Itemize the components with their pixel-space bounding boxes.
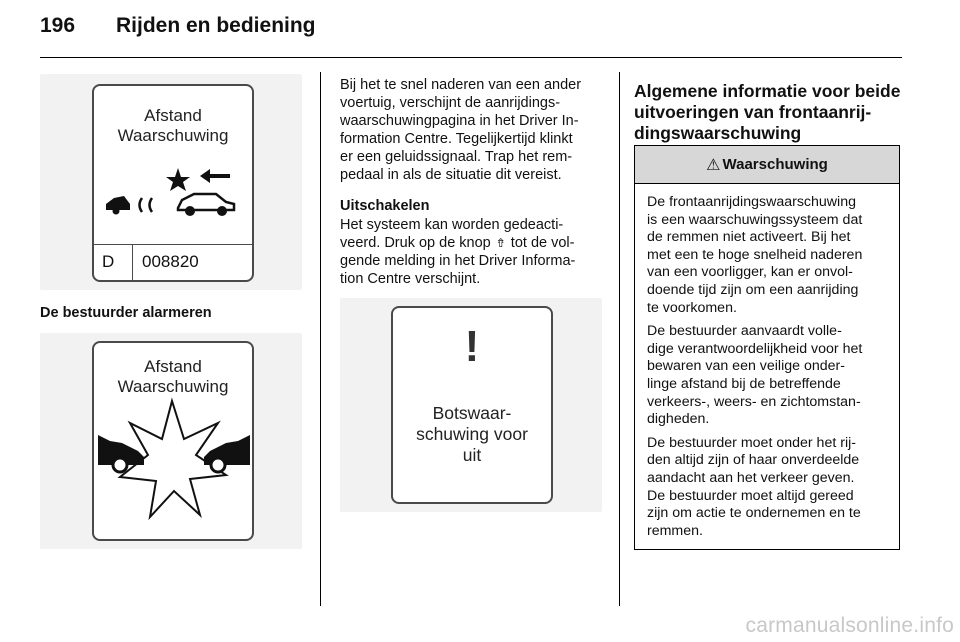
paragraph-approach-warning: Bij het te snel naderen van een ander voertuig, verschijnt de aanrijdings- waarschuwingpagina in het Driver In- formation Centre. Tegelijkertijd klinkt er een geluidssignaal. Trap het rem- pedaal in als de situatie dit vereist. (340, 77, 582, 183)
screen-footer-divider (94, 244, 252, 245)
warning-paragraph: De bestuurder aanvaardt volle- dige verantwoordelijkheid voor het bewaren van een veilige onder- linge afstand bij de betreffende verkeers-, weers- en zichtomstan- digheden. (647, 323, 863, 428)
column-divider-right (619, 72, 620, 606)
figure-code: D (102, 252, 115, 271)
screen-title-line2: Waarschuwing (117, 377, 229, 396)
subheading-disable: Uitschakelen (340, 198, 430, 214)
screen-title-line1: Afstand (144, 357, 202, 376)
display-screen (391, 306, 553, 504)
display-screen (92, 84, 254, 282)
crash-icon (92, 393, 304, 543)
page-title: Rijden en bediening (116, 14, 316, 37)
warning-triangle-icon: ⚠ (706, 156, 721, 174)
header-rule (40, 57, 902, 58)
screen-footer-separator (132, 244, 133, 280)
exclamation-icon: ! (464, 322, 480, 371)
screen-message-line2: schuwing voor (416, 424, 528, 444)
figure-distance-warning (40, 74, 302, 290)
section-title: Algemene informatie voor beide uitvoeringen van frontaanrij- dingswaarschuwing (634, 81, 901, 143)
screen-message-line3: uit (462, 445, 482, 465)
paragraph-disable-text1: Het systeem kan worden gedeacti- veerd. Druk op de knop (340, 217, 564, 251)
collision-warning-icon (94, 158, 252, 228)
warning-label: Waarschuwing (722, 156, 828, 173)
subheading-alarm: De bestuurder alarmeren (40, 305, 212, 321)
paragraph-disable-text2: tot de vol- gende melding in het Driver Informa- tion Centre verschijnt. (340, 235, 576, 287)
page-number: 196 (40, 14, 76, 37)
warning-header (635, 146, 899, 184)
screen-message-line1: Botswaar- (432, 403, 512, 423)
paragraph-disable (340, 216, 612, 288)
warning-paragraph: De frontaanrijdingswaarschuwing is een waarschuwingssysteem dat de remmen niet activeert. Bij het met een te hoge snelheid naderen van een voorligger, kan er onvol- doende tijd zijn om een aanrijding te voorkomen. (647, 194, 863, 316)
watermark: carmanualsonline.info (745, 614, 954, 637)
figure-number: 008820 (142, 252, 199, 271)
warning-body (635, 184, 899, 540)
figure-driver-alarm (40, 333, 302, 549)
steering-button-icon: ⇮ (495, 236, 506, 250)
screen-title (94, 106, 252, 146)
warning-box (634, 145, 900, 550)
screen-title-line2: Waarschuwing (117, 126, 229, 145)
figure-disabled-message (340, 298, 602, 512)
screen-title-line1: Afstand (144, 106, 202, 125)
screen-message (393, 403, 551, 466)
column-divider-left (320, 72, 321, 606)
warning-paragraph: De bestuurder moet onder het rij- den altijd zijn of haar onverdeelde aandacht aan het verkeer geven. De bestuurder moet altijd gereed zijn om actie te ondernemen en te remmen. (647, 434, 861, 539)
screen-title (94, 357, 252, 397)
page-header (40, 14, 316, 38)
